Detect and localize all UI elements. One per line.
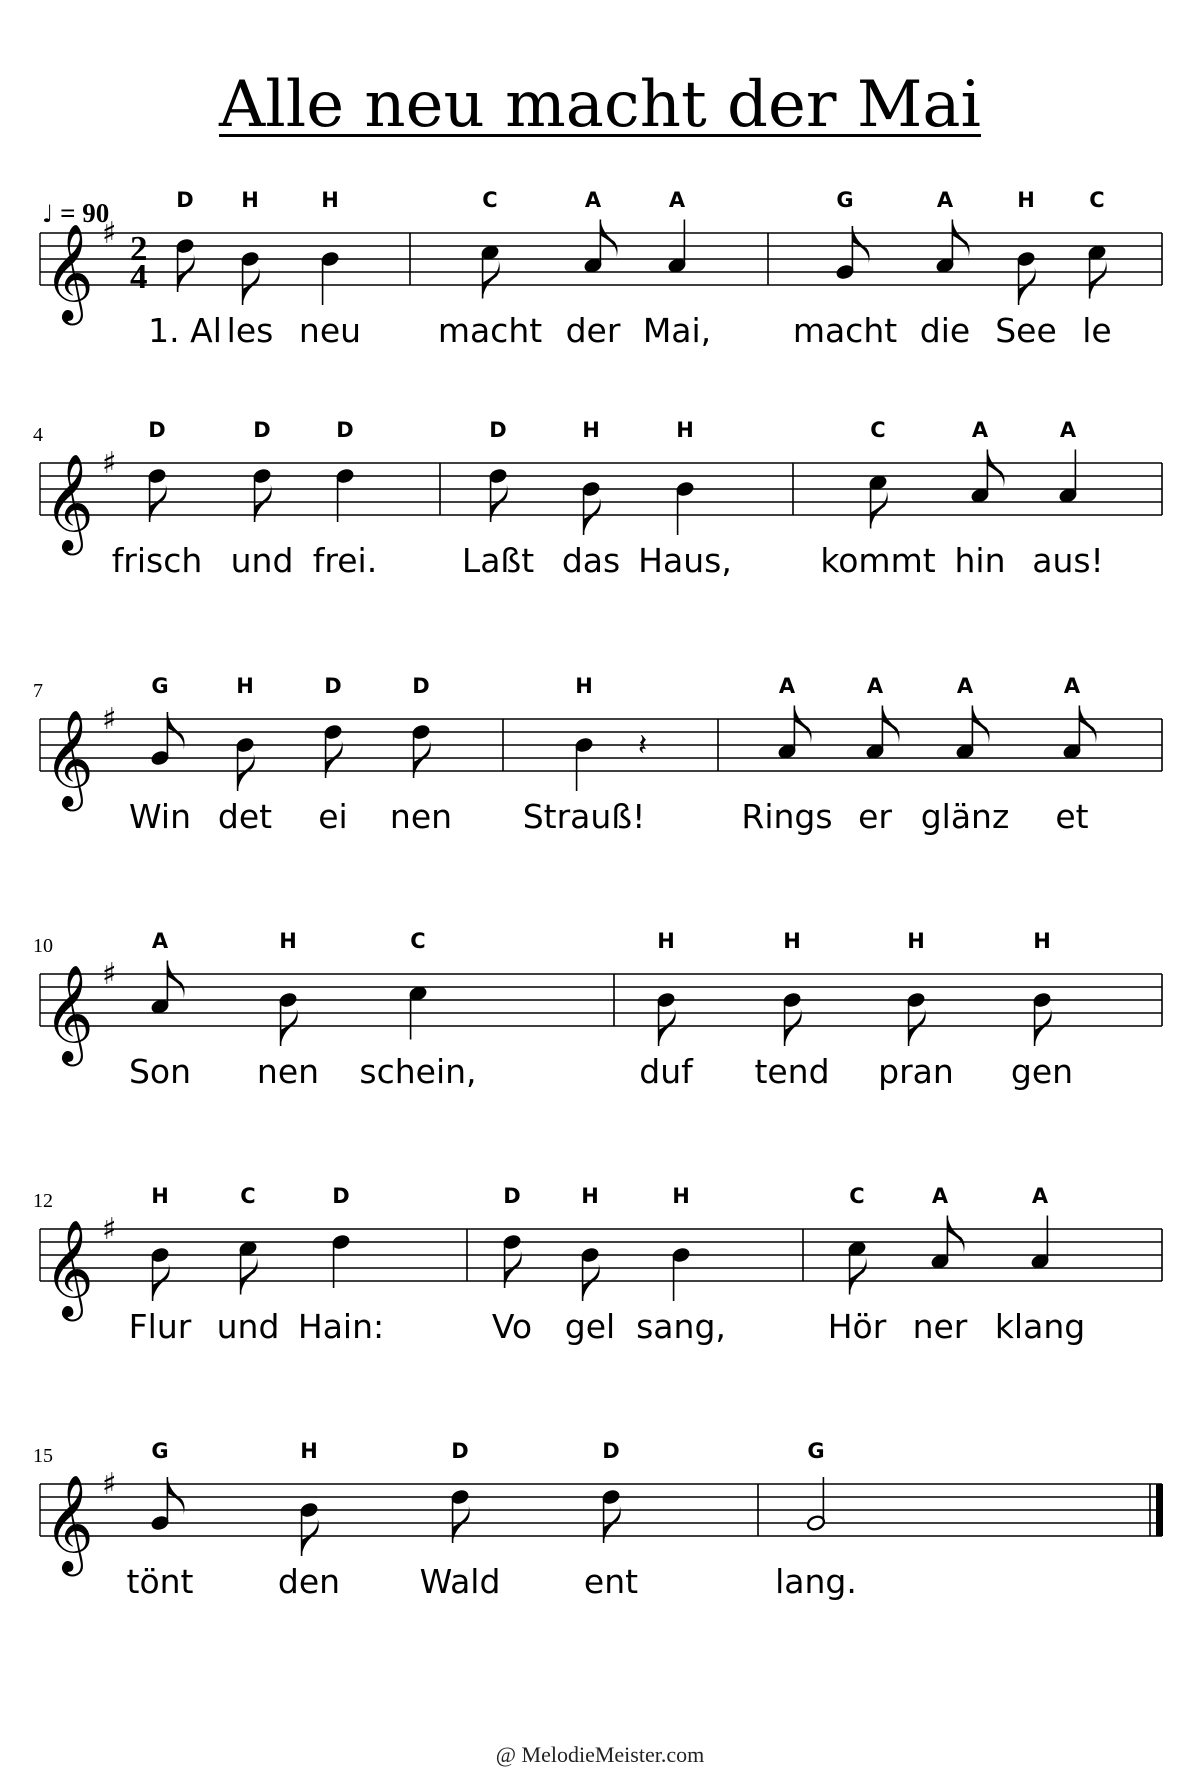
lyric-syllable: hin <box>954 541 1006 580</box>
note-name-label: D <box>148 418 166 442</box>
lyric-syllable: ei <box>318 797 348 836</box>
lyric-syllable: 1. Al <box>148 311 222 350</box>
eighth-flag <box>794 706 811 744</box>
lyric-syllable: pran <box>878 1052 954 1091</box>
note-name-label: D <box>503 1184 521 1208</box>
note-name-label: D <box>489 418 507 442</box>
eighth-flag <box>1019 267 1036 305</box>
note-name-label: G <box>151 674 169 698</box>
eighth-flag <box>241 1257 258 1295</box>
lyric-syllable: Win <box>129 797 191 836</box>
key-signature-sharp-icon: ♯ <box>102 957 117 992</box>
note-name-label: H <box>657 929 675 953</box>
tempo-text: = 90 <box>60 198 110 228</box>
note-name-label: H <box>783 929 801 953</box>
lyric-syllable: det <box>217 797 273 836</box>
treble-clef-icon: 𝄞 <box>44 964 94 1062</box>
quarter-rest-icon: 𝄽 <box>638 728 648 763</box>
note-name-label: D <box>451 1439 469 1463</box>
lyric-syllable: Mai, <box>642 311 712 350</box>
eighth-flag <box>850 1257 867 1295</box>
note-name-label: D <box>253 418 271 442</box>
lyric-syllable: duf <box>639 1052 693 1091</box>
eighth-flag <box>1079 706 1096 744</box>
lyric-syllable: schein, <box>359 1052 477 1091</box>
note-name-label: H <box>236 674 254 698</box>
eighth-flag <box>947 1216 964 1254</box>
lyric-syllable: nen <box>389 797 453 836</box>
lyric-syllable: aus! <box>1032 541 1104 580</box>
note-name-label: D <box>324 674 342 698</box>
key-signature-sharp-icon: ♯ <box>102 702 117 737</box>
note-name-label: H <box>151 1184 169 1208</box>
note-name-label: C <box>849 1184 865 1208</box>
eighth-flag <box>255 484 272 522</box>
lyric-syllable: die <box>919 311 971 350</box>
final-barline-thick <box>1156 1484 1163 1536</box>
key-signature-sharp-icon: ♯ <box>102 1212 117 1247</box>
lyric-syllable: frisch <box>111 541 203 580</box>
note-name-label: A <box>956 674 974 698</box>
lyric-syllable: ner <box>912 1307 968 1346</box>
eighth-flag <box>1090 261 1107 299</box>
lyric-syllable: Vo <box>491 1307 533 1346</box>
lyric-syllable: und <box>230 541 294 580</box>
time-signature-bottom: 4 <box>130 257 148 296</box>
footer-copyright: @ MelodieMeister.com <box>495 1742 705 1767</box>
note-name-label: H <box>581 1184 599 1208</box>
note-name-label: H <box>241 188 259 212</box>
eighth-flag <box>491 484 508 522</box>
lyric-syllable: klang <box>994 1307 1086 1346</box>
lyric-syllable: neu <box>298 311 362 350</box>
note-name-label: A <box>778 674 796 698</box>
lyric-syllable: les <box>226 311 274 350</box>
lyric-syllable: macht <box>792 311 898 350</box>
lyric-syllable: sang, <box>636 1307 726 1346</box>
lyric-syllable: Wald <box>419 1562 501 1601</box>
lyric-syllable: gen <box>1010 1052 1074 1091</box>
key-signature-sharp-icon: ♯ <box>102 446 117 481</box>
lyric-syllable: das <box>561 541 621 580</box>
lyric-syllable: Strauß! <box>522 797 646 836</box>
lyric-syllable: er <box>858 797 892 836</box>
lyric-syllable: Rings <box>741 797 833 836</box>
note-name-label: A <box>584 188 602 212</box>
eighth-flag <box>150 484 167 522</box>
eighth-flag <box>600 220 617 258</box>
note-name-label: C <box>482 188 498 212</box>
note-name-label: H <box>300 1439 318 1463</box>
eighth-flag <box>483 261 500 299</box>
note-name-label: A <box>1059 418 1077 442</box>
measure-number: 12 <box>33 1190 53 1212</box>
lyric-syllable: et <box>1055 797 1089 836</box>
note-name-label: G <box>836 188 854 212</box>
note-name-label: D <box>602 1439 620 1463</box>
measure-number: 10 <box>33 935 53 957</box>
lyric-syllable: und <box>216 1307 280 1346</box>
lyric-syllable: Laßt <box>461 541 535 580</box>
note-name-label: C <box>870 418 886 442</box>
note-name-label: C <box>240 1184 256 1208</box>
treble-clef-icon: 𝄞 <box>44 1219 94 1317</box>
treble-clef-icon: 𝄞 <box>44 223 94 321</box>
note-name-label: C <box>410 929 426 953</box>
note-name-label: D <box>412 674 430 698</box>
note-name-label: A <box>1063 674 1081 698</box>
quarter-note-icon: ♩ <box>42 200 54 228</box>
measure-number: 7 <box>33 680 43 702</box>
lyric-syllable: kommt <box>820 541 936 580</box>
eighth-flag <box>882 706 899 744</box>
lyric-syllable: lang. <box>775 1562 857 1601</box>
lyric-syllable: frei. <box>312 541 378 580</box>
eighth-flag <box>243 267 260 305</box>
lyric-syllable: ent <box>583 1562 639 1601</box>
note-name-label: A <box>1031 1184 1049 1208</box>
lyric-syllable: Flur <box>128 1307 192 1346</box>
note-name-label: A <box>936 188 954 212</box>
lyric-syllable: Haus, <box>638 541 732 580</box>
eighth-flag <box>952 220 969 258</box>
note-name-label: H <box>575 674 593 698</box>
key-signature-sharp-icon: ♯ <box>102 1467 117 1502</box>
lyric-syllable: le <box>1082 311 1112 350</box>
key-signature-sharp-icon: ♯ <box>102 216 117 251</box>
lyric-syllable: nen <box>256 1052 320 1091</box>
treble-clef-icon: 𝄞 <box>44 709 94 807</box>
lyric-syllable: Hain: <box>297 1307 385 1346</box>
eighth-flag <box>871 491 888 529</box>
lyric-syllable: den <box>277 1562 341 1601</box>
lyric-syllable: See <box>995 311 1057 350</box>
lyric-syllable: Hör <box>827 1307 887 1346</box>
note-name-label: A <box>668 188 686 212</box>
note-name-label: H <box>1033 929 1051 953</box>
treble-clef-icon: 𝄞 <box>44 453 94 551</box>
lyric-syllable: der <box>565 311 621 350</box>
treble-clef-icon: 𝄞 <box>44 1474 94 1572</box>
note-name-label: H <box>907 929 925 953</box>
eighth-flag <box>167 961 184 999</box>
note-name-label: H <box>672 1184 690 1208</box>
note-name-label: H <box>279 929 297 953</box>
eighth-flag <box>584 497 601 535</box>
lyric-syllable: glänz <box>920 797 1010 836</box>
note-name-label: A <box>931 1184 949 1208</box>
lyric-syllable: macht <box>437 311 543 350</box>
note-name-label: H <box>321 188 339 212</box>
note-name-label: H <box>1017 188 1035 212</box>
note-name-label: D <box>336 418 354 442</box>
time-signature-top: 2 <box>130 229 148 268</box>
eighth-flag <box>972 706 989 744</box>
note-name-label: A <box>971 418 989 442</box>
note-name-label: A <box>866 674 884 698</box>
lyric-syllable: tönt <box>126 1562 194 1601</box>
note-name-label: H <box>582 418 600 442</box>
note-name-label: C <box>1089 188 1105 212</box>
measure-number: 15 <box>33 1445 53 1467</box>
song-title: Alle neu macht der Mai <box>219 68 981 142</box>
lyric-syllable: tend <box>754 1052 830 1091</box>
lyric-syllable: Son <box>128 1052 192 1091</box>
note-name-label: G <box>151 1439 169 1463</box>
note-name-label: G <box>807 1439 825 1463</box>
lyric-syllable: gel <box>564 1307 616 1346</box>
measure-number: 4 <box>33 424 43 446</box>
note-name-label: H <box>676 418 694 442</box>
eighth-flag <box>178 254 195 292</box>
note-name-label: A <box>151 929 169 953</box>
note-name-label: D <box>332 1184 350 1208</box>
note-name-label: D <box>176 188 194 212</box>
eighth-flag <box>987 450 1004 488</box>
